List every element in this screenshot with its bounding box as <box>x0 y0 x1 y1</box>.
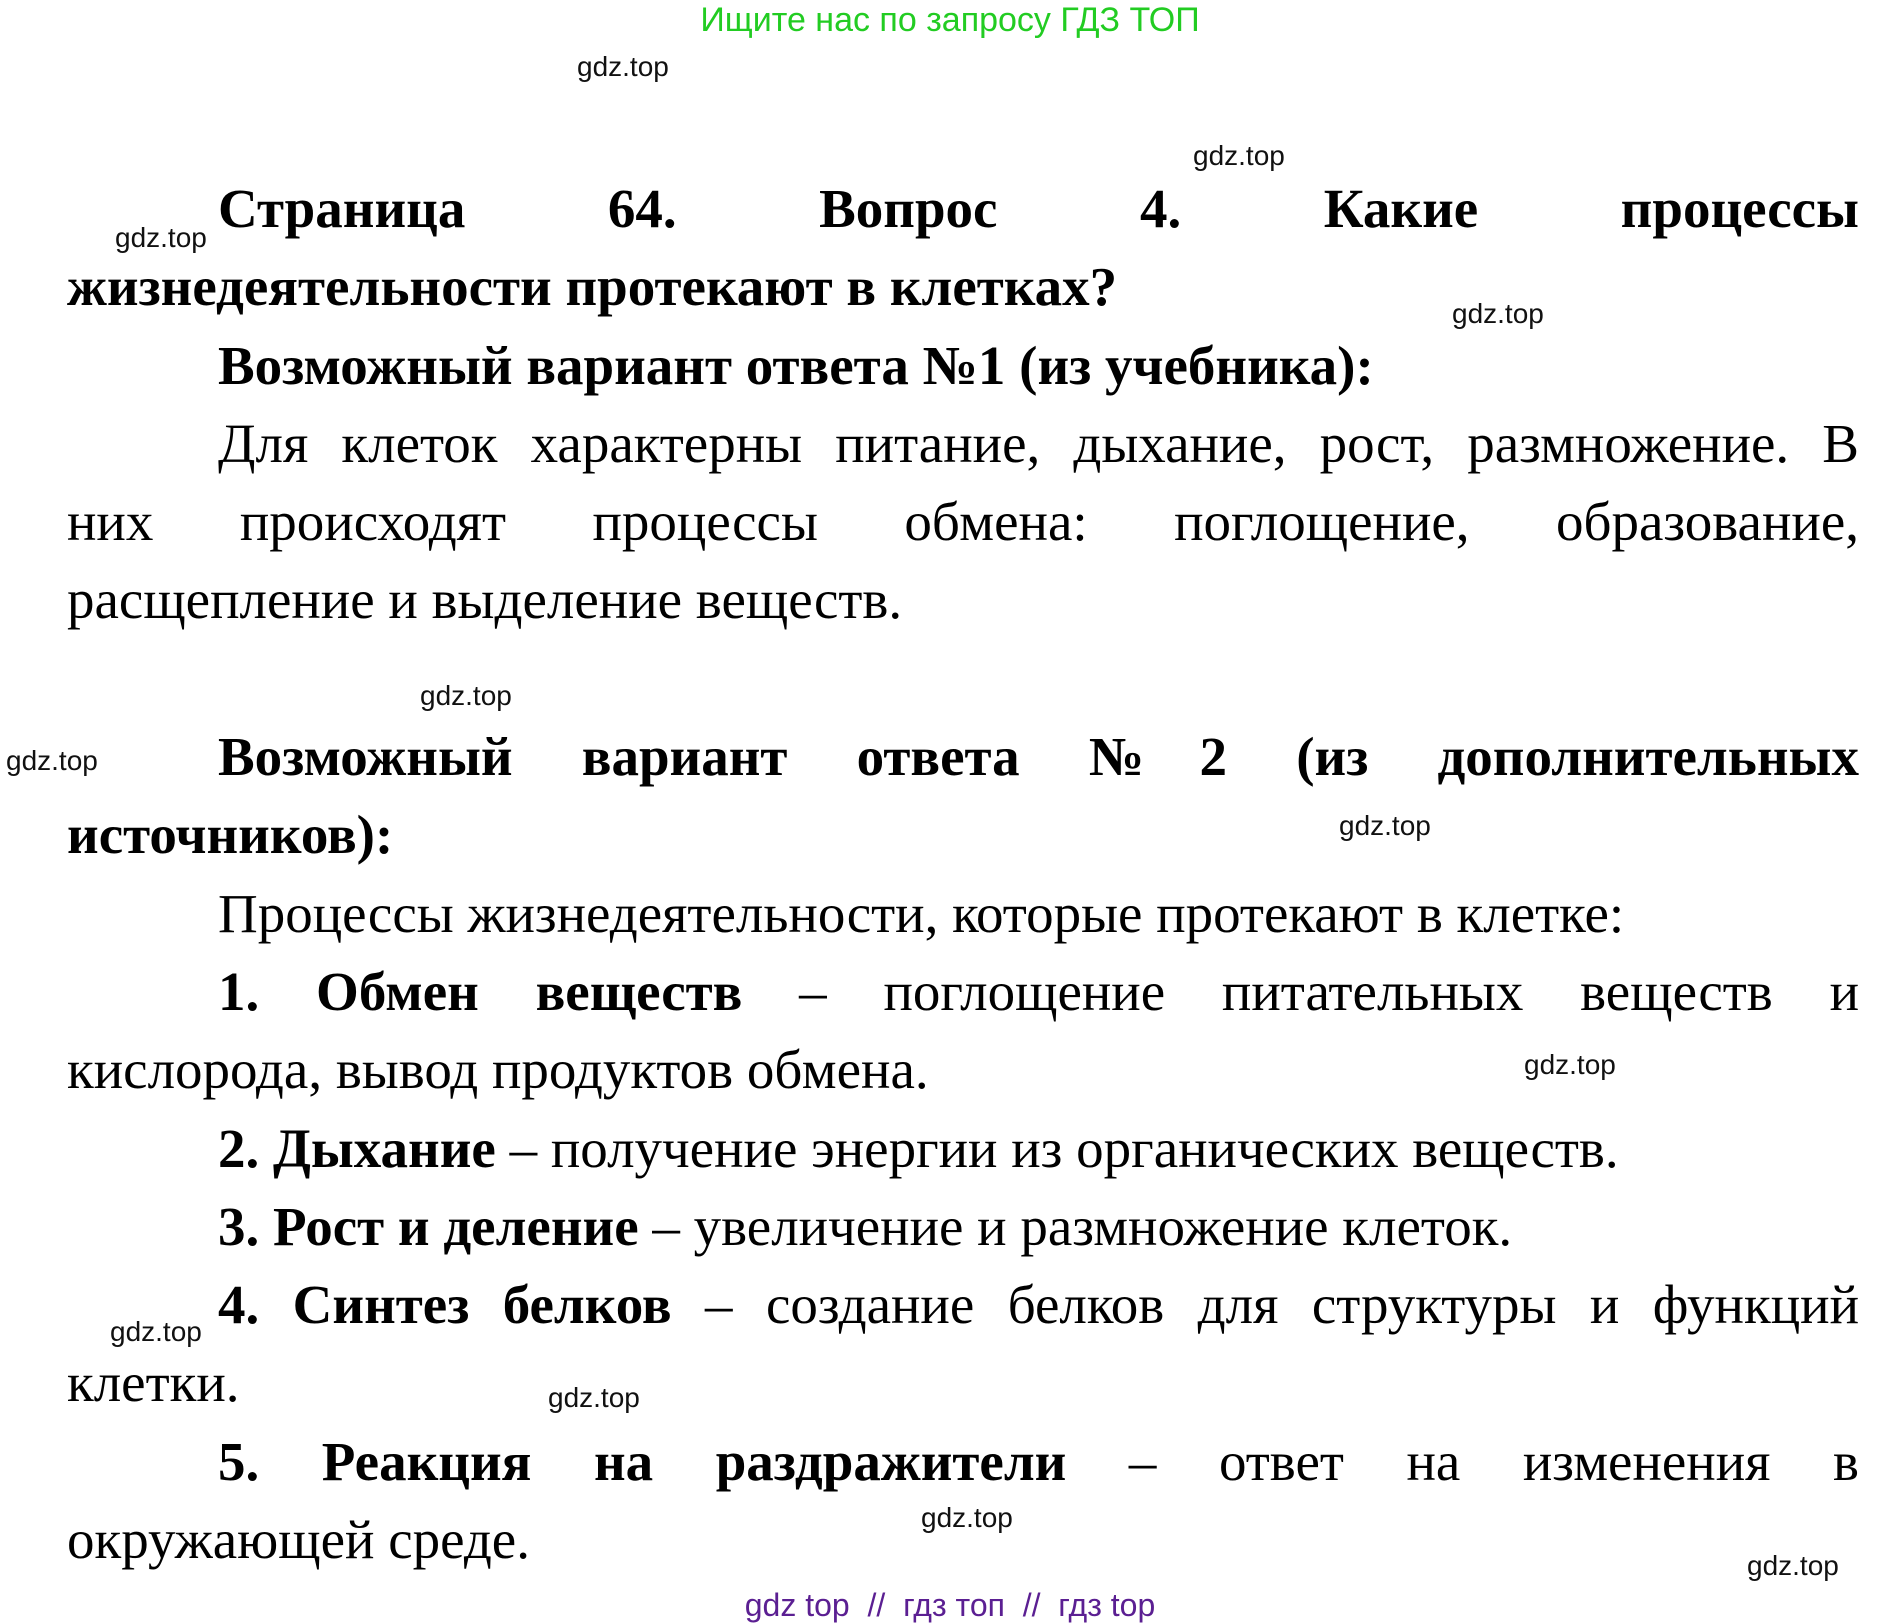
watermark: gdz.top <box>548 1382 640 1413</box>
item-term: 5. Реакция на раздражители <box>218 1430 1067 1492</box>
watermark: gdz.top <box>115 222 207 253</box>
question-title-cont: жизнедеятельности протекают в клетках? <box>67 256 1118 318</box>
list-item <box>67 1110 1859 1188</box>
question-title: Страница 64. Вопрос 4. Какие процессы <box>218 178 1859 239</box>
item-term: 1. Обмен веществ <box>218 960 743 1022</box>
answer2-intro: Процессы жизнедеятельности, которые протекают в клетке: <box>218 882 1625 944</box>
answer1-heading: Возможный вариант ответа №1 (из учебника): <box>218 334 1374 396</box>
watermark: gdz.top <box>921 1502 1013 1533</box>
watermark: gdz.top <box>6 745 98 776</box>
document-body <box>67 170 1859 1579</box>
answer2-heading-cont: источников): <box>67 804 394 866</box>
list-item-cont: кислорода, вывод продуктов обмена. <box>67 1039 929 1101</box>
item-term: 4. Синтез белков <box>218 1274 672 1336</box>
list-item <box>67 1266 1859 1344</box>
item-desc: – поглощение питательных веществ и <box>742 960 1859 1022</box>
answer1-text: Для клеток характерны питание, дыхание, рост, размножение. В <box>218 412 1859 474</box>
watermark: gdz.top <box>577 51 669 82</box>
watermark: gdz.top <box>1339 810 1431 841</box>
list-item-cont: клетки. <box>67 1352 240 1414</box>
search-banner: Ищите нас по запросу ГДЗ ТОП <box>700 1 1200 39</box>
list-item <box>67 1188 1859 1266</box>
spacer <box>67 640 1859 718</box>
footer-link[interactable]: gdz top // гдз топ // гдз top <box>744 1587 1156 1623</box>
item-term: 2. Дыхание <box>218 1117 496 1179</box>
watermark: gdz.top <box>420 680 512 711</box>
answer2-heading: Возможный вариант ответа №2 (из дополнительных <box>218 726 1859 788</box>
item-desc: – получение энергии из органических веществ. <box>495 1117 1619 1179</box>
watermark: gdz.top <box>1524 1049 1616 1080</box>
watermark: gdz.top <box>1747 1550 1839 1581</box>
item-desc: – создание белков для структуры и функций <box>671 1274 1860 1336</box>
list-item <box>67 953 1859 1031</box>
watermark: gdz.top <box>1452 298 1544 329</box>
watermark: gdz.top <box>1193 140 1285 171</box>
list-item-cont: окружающей среде. <box>67 1509 530 1571</box>
item-term: 3. Рост и деление <box>218 1195 639 1257</box>
item-desc: – увеличение и размножение клеток. <box>638 1195 1513 1257</box>
list-item <box>67 1423 1859 1501</box>
answer1-text: расщепление и выделение веществ. <box>67 569 903 631</box>
watermark: gdz.top <box>110 1316 202 1347</box>
item-desc: – ответ на изменения в <box>1066 1430 1859 1492</box>
answer1-text: них происходят процессы обмена: поглощение, образование, <box>67 491 1859 553</box>
